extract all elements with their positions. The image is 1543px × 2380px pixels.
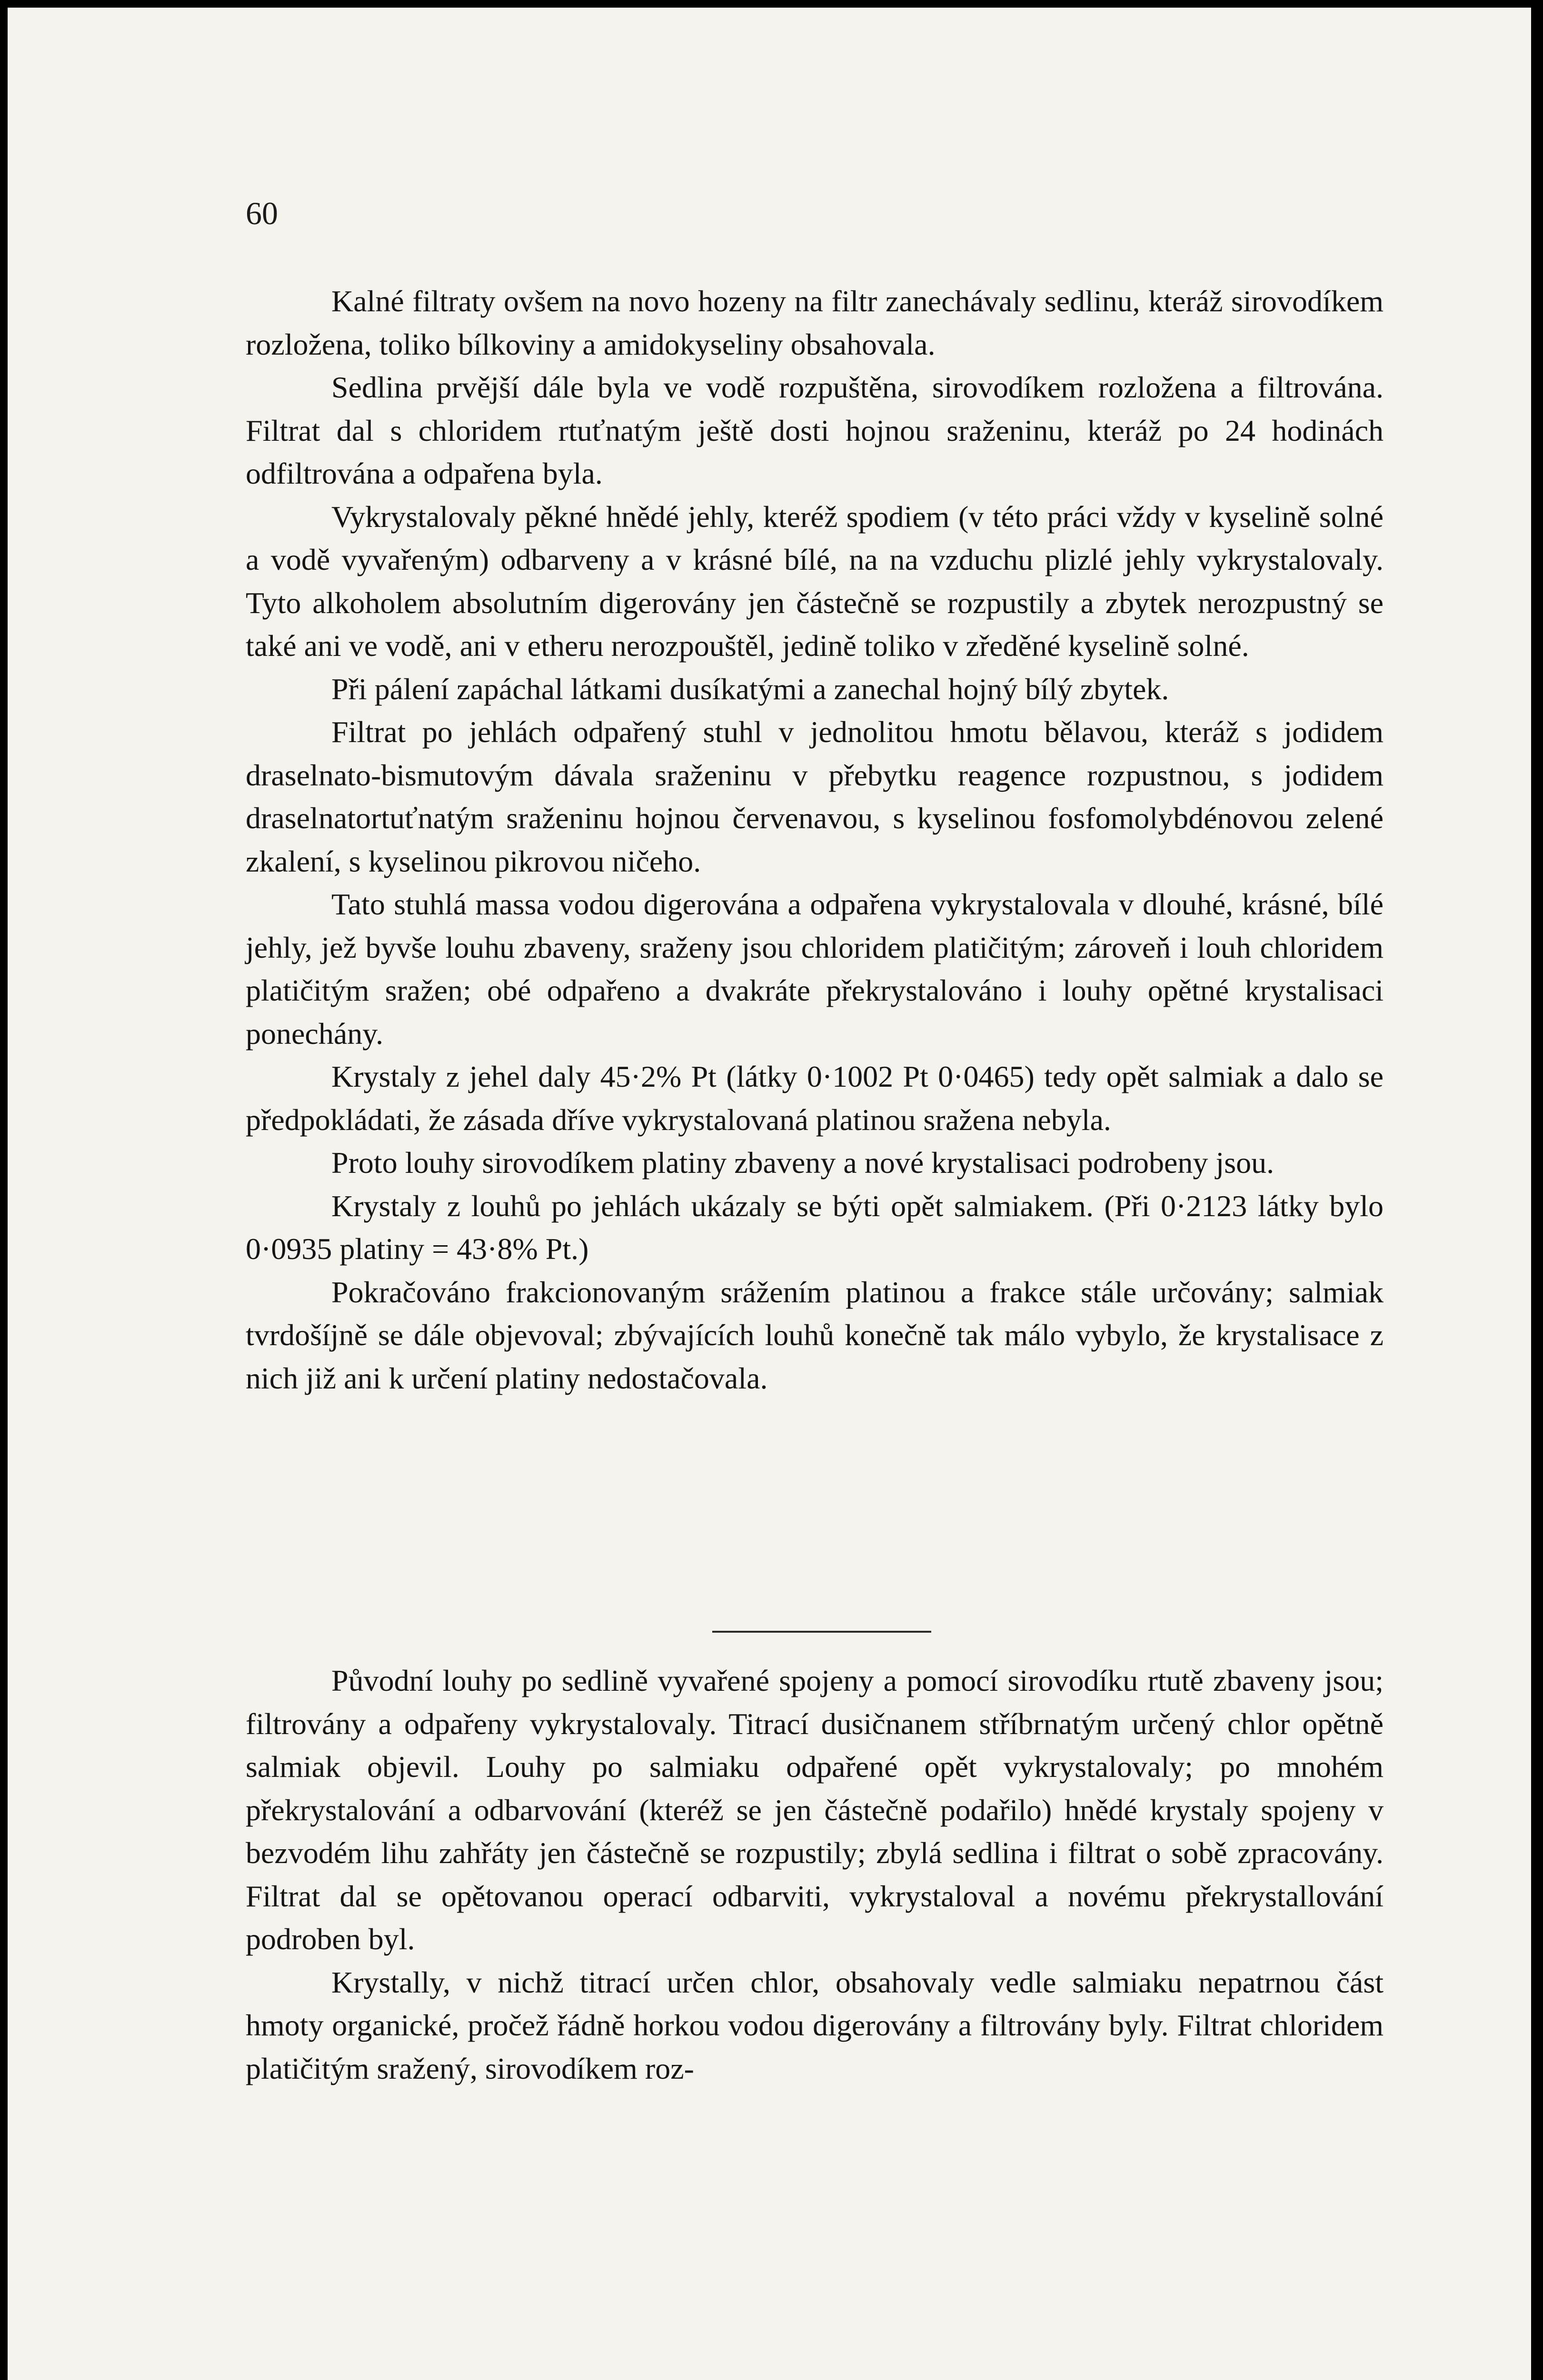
paragraph: Kalné filtraty ovšem na novo hozeny na filtr zanechávaly sedlinu, kteráž sirovodíkem rozložena, toliko bílkoviny a amidokyseliny obsahovala. [246,284,1384,361]
section-divider [712,1631,931,1633]
page-number: 60 [246,195,278,231]
section-2-text [246,1659,1384,2090]
paragraph: Při pálení zapáchal látkami dusíkatými a zanechal hojný bílý zbytek. [331,672,1169,706]
paragraph: Původní louhy po sedlině vyvařené spojeny a pomocí sirovodíku rtutě zbaveny jsou; filtrovány a odpařeny vykrystalovaly. Titrací dusičnanem stříbrnatým určený chlor opětně salmiak objevil. Louhy po salmiaku odpařené opět vykrystalovaly; po mnohém překrystalování a odbarvování (kteréž se jen částečně podařilo) hnědé krystaly spojeny v bezvodém lihu zahřáty jen částečně se rozpustily; zbylá sedlina i filtrat o sobě zpracovány. Filtrat dal se opětovanou operací odbarviti, vykrystaloval a novému překrystallování podroben byl. [246,1664,1384,1956]
paragraph: Filtrat po jehlách odpařený stuhl v jednolitou hmotu bělavou, kteráž s jodidem draselnato-bismutovým dávala sraženinu v přebytku reagence rozpustnou, s jodidem draselnatortuťnatým sraženinu hojnou červenavou, s kyselinou fosfomolybdénovou zelené zkalení, s kyselinou pikrovou ničeho. [246,715,1384,878]
paragraph: Pokračováno frakcionovaným srážením platinou a frakce stále určovány; salmiak tvrdošíjně se dále objevoval; zbývajících louhů konečně tak málo vybylo, že krystalisace z nich již ani k určení platiny nedostačovala. [246,1275,1384,1395]
paragraph: Vykrystalovaly pěkné hnědé jehly, kteréž spodiem (v této práci vždy v kyselině solné a vodě vyvařeným) odbarveny a v krásné bílé, na na vzduchu plizlé jehly vykrystalovaly. Tyto alkoholem absolutním digerovány jen částečně se rozpustily a zbytek nerozpustný se také ani ve vodě, ani v etheru nerozpouštěl, jedině toliko v zředěné kyselině solné. [246,499,1384,663]
paragraph: Krystaly z jehel daly 45·2% Pt (látky 0·1002 Pt 0·0465) tedy opět salmiak a dalo se předpokládati, že zásada dříve vykrystalovaná platinou sražena nebyla. [246,1060,1384,1137]
paragraph: Krystaly z louhů po jehlách ukázaly se býti opět salmiakem. (Při 0·2123 látky bylo 0·0935 platiny = 43·8% Pt.) [246,1189,1384,1266]
section-1-text [246,280,1384,1400]
paragraph: Proto louhy sirovodíkem platiny zbaveny a nové krystalisaci podrobeny jsou. [331,1146,1274,1180]
book-page [8,8,1531,2380]
paragraph: Krystally, v nichž titrací určen chlor, obsahovaly vedle salmiaku nepatrnou část hmoty organické, pročež řádně horkou vodou digerovány a filtrovány byly. Filtrat chloridem platičitým sražený, sirovodíkem roz- [246,1965,1384,2085]
paragraph: Tato stuhlá massa vodou digerována a odpařena vykrystalovala v dlouhé, krásné, bílé jehly, jež byvše louhu zbaveny, sraženy jsou chloridem platičitým; zároveň i louh chloridem platičitým sražen; obé odpařeno a dvakráte překrystalováno i louhy opětné krystalisaci ponechány. [246,887,1384,1051]
paragraph: Sedlina prvější dále byla ve vodě rozpuštěna, sirovodíkem rozložena a filtrována. Filtrat dal s chloridem rtuťnatým ještě dosti hojnou sraženinu, kteráž po 24 hodinách odfiltrována a odpařena byla. [246,370,1384,490]
